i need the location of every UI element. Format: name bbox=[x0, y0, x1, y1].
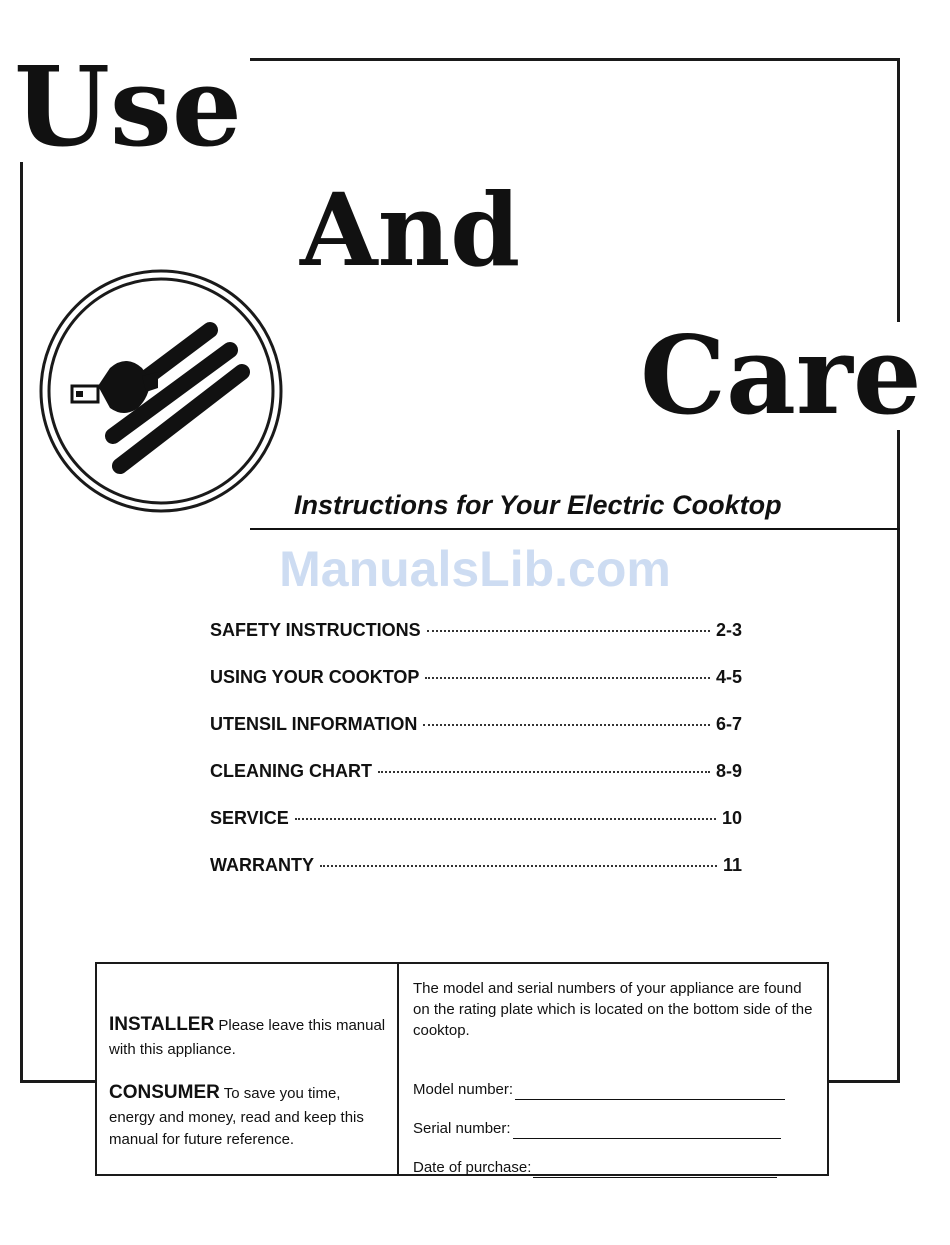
toc-entry-page: 6-7 bbox=[715, 714, 742, 734]
toc-leader bbox=[378, 771, 710, 773]
toc-entry-page: 11 bbox=[722, 855, 742, 875]
subtitle: Instructions for Your Electric Cooktop bbox=[294, 490, 782, 520]
notice-left-panel bbox=[97, 964, 399, 1174]
installer-text: Please leave this manual with this appliance. bbox=[109, 1017, 386, 1058]
model-number-label: Model number: bbox=[413, 1081, 514, 1098]
consumer-text: To save you time, energy and money, read and keep this manual for future reference. bbox=[109, 1085, 364, 1148]
date-of-purchase-label: Date of purchase: bbox=[413, 1159, 532, 1176]
notice-right-panel bbox=[399, 964, 827, 1174]
toc-entry-page: 8-9 bbox=[715, 761, 742, 781]
toc-entry-label: UTENSIL INFORMATION bbox=[210, 714, 418, 734]
notice-box bbox=[95, 962, 829, 1176]
installer-label: INSTALLER bbox=[109, 1014, 215, 1035]
installer-note bbox=[109, 1012, 387, 1060]
toc-leader bbox=[295, 818, 716, 820]
toc-entry-page: 2-3 bbox=[715, 620, 742, 640]
serial-number-label: Serial number: bbox=[413, 1120, 511, 1137]
toc-entry[interactable] bbox=[210, 714, 742, 761]
toc-entry[interactable] bbox=[210, 761, 742, 808]
toc-leader bbox=[427, 630, 710, 632]
serial-number-line[interactable] bbox=[513, 1122, 781, 1139]
toc-entry-label: SERVICE bbox=[210, 808, 289, 828]
toc-entry[interactable] bbox=[210, 620, 742, 667]
toc-leader bbox=[320, 865, 717, 867]
table-of-contents bbox=[210, 620, 742, 902]
title-use: Use bbox=[14, 52, 250, 162]
model-number-field[interactable] bbox=[413, 1061, 813, 1100]
consumer-note bbox=[109, 1080, 387, 1150]
toc-leader bbox=[423, 724, 710, 726]
serial-number-field[interactable] bbox=[413, 1100, 813, 1139]
toc-entry-label: SAFETY INSTRUCTIONS bbox=[210, 620, 421, 640]
toc-leader bbox=[425, 677, 710, 679]
toc-entry-label: USING YOUR COOKTOP bbox=[210, 667, 420, 687]
electric-plug-coil-icon bbox=[38, 268, 284, 514]
consumer-label: CONSUMER bbox=[109, 1082, 220, 1104]
title-and: And bbox=[300, 171, 521, 289]
model-number-line[interactable] bbox=[515, 1083, 785, 1100]
date-of-purchase-line[interactable] bbox=[533, 1161, 777, 1178]
toc-entry[interactable] bbox=[210, 808, 742, 855]
toc-entry-page: 10 bbox=[721, 808, 742, 828]
rating-plate-text: The model and serial numbers of your appliance are found on the rating plate which is located on the bottom side of the cooktop. bbox=[413, 980, 813, 1039]
toc-entry-page: 4-5 bbox=[715, 667, 742, 687]
toc-entry-label: WARRANTY bbox=[210, 855, 314, 875]
title-care: Care bbox=[640, 313, 922, 439]
subtitle-rule bbox=[250, 528, 900, 530]
date-of-purchase-field[interactable] bbox=[413, 1139, 813, 1178]
watermark: ManualsLib.com bbox=[279, 541, 671, 597]
toc-entry-label: CLEANING CHART bbox=[210, 761, 372, 781]
toc-entry[interactable] bbox=[210, 667, 742, 714]
toc-entry[interactable] bbox=[210, 855, 742, 902]
